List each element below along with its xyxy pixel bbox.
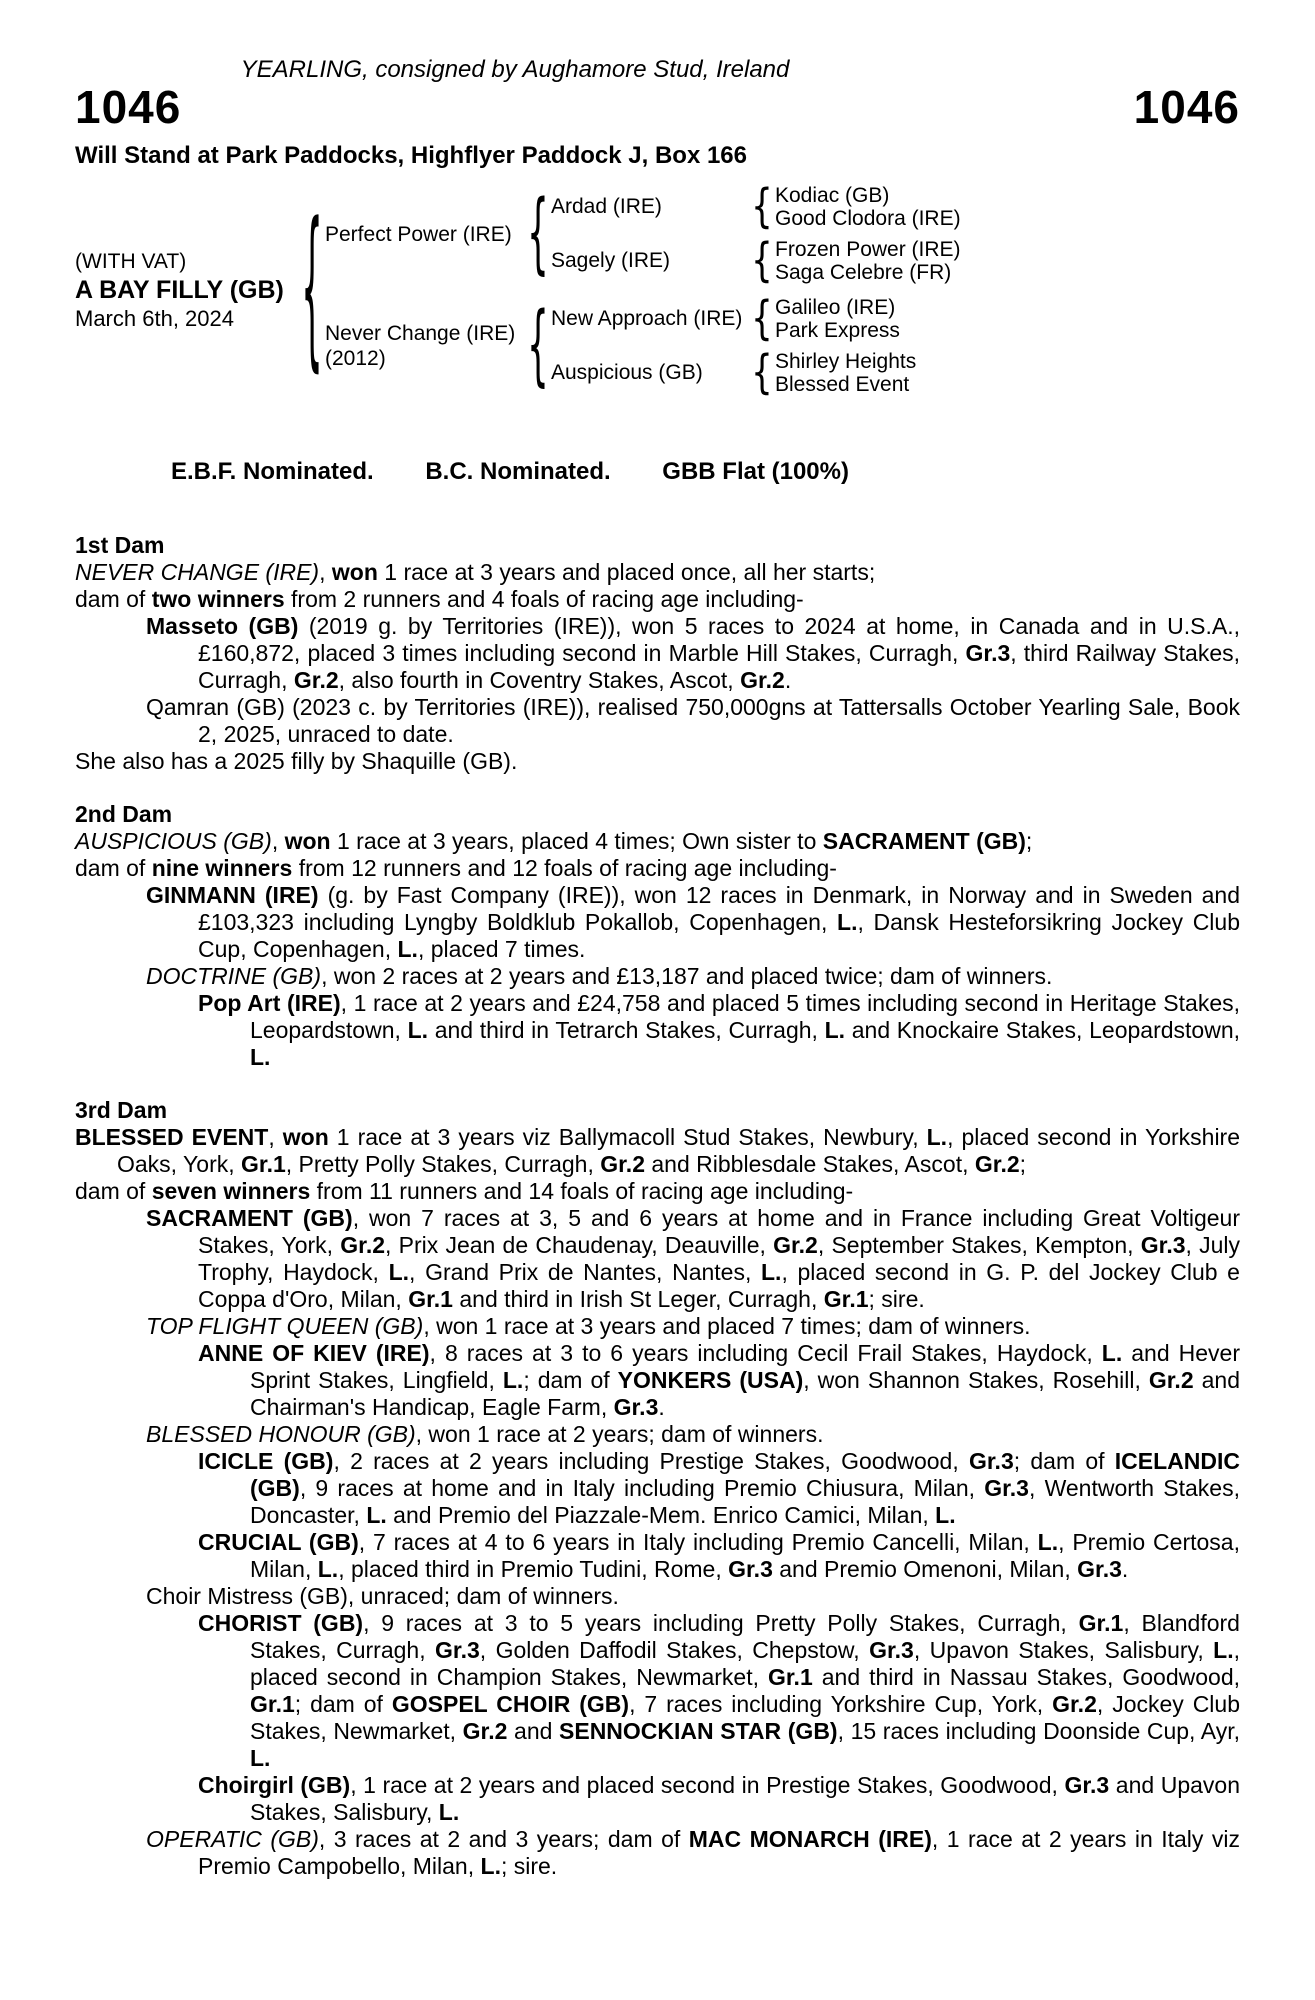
produce-paragraph: OPERATIC (GB), 3 races at 2 and 3 years; dam of MAC MONARCH (IRE), 1 race at 2 years in Italy viz Premio Campobello, Milan, L.; sire.	[146, 1826, 1240, 1879]
produce-paragraph: dam of two winners from 2 runners and 4 foals of racing age including-	[75, 586, 804, 612]
lot-number-row	[75, 81, 1240, 133]
produce-paragraph: DOCTRINE (GB), won 2 races at 2 years and £13,187 and placed twice; dam of winners.	[146, 963, 1053, 989]
sire-dam-dam: Saga Celebre (FR)	[775, 261, 952, 284]
consignment-line: YEARLING, consigned by Aughamore Stud, Ireland	[240, 56, 790, 83]
produce-paragraph: Masseto (GB) (2019 g. by Territories (IRE)), won 5 races to 2024 at home, in Canada and in U.S.A., £160,872, placed 3 times including second in Marble Hill Stakes, Curragh, Gr.3, third Railway Stakes, Curragh, Gr.2, also fourth in Coventry Stakes, Ascot, Gr.2.	[146, 613, 1240, 693]
dam-dam-branch	[551, 350, 916, 396]
gbb-nomination: GBB Flat (100%)	[662, 458, 849, 485]
stand-location: Will Stand at Park Paddocks, Highflyer Paddock J, Box 166	[75, 142, 747, 169]
produce-sections	[75, 532, 1240, 1880]
sire-dam-sire: Frozen Power (IRE)	[775, 238, 961, 261]
lot-number-right: 1046	[1133, 81, 1240, 133]
produce-paragraph: dam of nine winners from 12 runners and 12 foals of racing age including-	[75, 855, 837, 881]
dam-section-heading: 2nd Dam	[75, 801, 173, 827]
sire-sire-name: Ardad (IRE)	[551, 195, 662, 218]
lot-number-left: 1046	[75, 81, 182, 133]
produce-paragraph: GINMANN (IRE) (g. by Fast Company (IRE)), won 12 races in Denmark, in Norway and in Sweden and £103,323 including Lyngby Boldklub Pokallob, Copenhagen, L., Dansk Hesteforsikring Jockey Club Cup, Copenhagen, L., placed 7 times.	[146, 882, 1240, 962]
dam-sire-name: New Approach (IRE)	[551, 307, 743, 330]
dam-sire-dam: Park Express	[775, 319, 900, 342]
nominations-row	[171, 458, 849, 486]
dam-dam-name: Auspicious (GB)	[551, 361, 703, 384]
dam-dam-sire: Shirley Heights	[775, 350, 917, 373]
produce-paragraph: Pop Art (IRE), 1 race at 2 years and £24,758 and placed 5 times including second in Heritage Stakes, Leopardstown, L. and third in Tetrarch Stakes, Curragh, L. and Knockaire Stakes, Leopardstown, L.	[198, 990, 1241, 1070]
pedigree-brace-gen1	[299, 270, 325, 310]
subject-name: A BAY FILLY (GB)	[75, 275, 284, 304]
dam-section-heading: 3rd Dam	[75, 1097, 168, 1123]
dam-sire-sire: Galileo (IRE)	[775, 296, 896, 319]
produce-paragraph: Choirgirl (GB), 1 race at 2 years and placed second in Prestige Stakes, Goodwood, Gr.3 and Upavon Stakes, Salisbury, L.	[198, 1772, 1240, 1825]
sire-branch	[325, 184, 961, 284]
vat-note: (WITH VAT)	[75, 249, 187, 273]
sire-name: Perfect Power (IRE)	[325, 222, 512, 246]
produce-paragraph: CRUCIAL (GB), 7 races at 4 to 6 years in Italy including Premio Cancelli, Milan, L., Premio Certosa, Milan, L., placed third in Premio Tudini, Rome, Gr.3 and Premio Omenoni, Milan, Gr.3.	[198, 1529, 1240, 1582]
sire-dam-name: Sagely (IRE)	[551, 249, 671, 272]
produce-paragraph: NEVER CHANGE (IRE), won 1 race at 3 years and placed once, all her starts;	[75, 559, 876, 585]
produce-paragraph: BLESSED EVENT, won 1 race at 3 years viz Ballymacoll Stud Stakes, Newbury, L., placed second in Yorkshire Oaks, York, Gr.1, Pretty Polly Stakes, Curragh, Gr.2 and Ribblesdale Stakes, Ascot, Gr.2;	[75, 1124, 1241, 1177]
produce-paragraph: dam of seven winners from 11 runners and 14 foals of racing age including-	[75, 1178, 854, 1204]
produce-paragraph: ANNE OF KIEV (IRE), 8 races at 3 to 6 years including Cecil Frail Stakes, Haydock, L. and Hever Sprint Stakes, Lingfield, L.; dam of YONKERS (USA), won Shannon Stakes, Rosehill, Gr.2 and Chairman's Handicap, Eagle Farm, Gr.3.	[198, 1340, 1241, 1420]
produce-paragraph: BLESSED HONOUR (GB), won 1 race at 2 years; dam of winners.	[146, 1421, 824, 1447]
dam-section-heading: 1st Dam	[75, 532, 165, 558]
pedigree-brace-sire-sire	[749, 187, 775, 227]
ebf-nomination: E.B.F. Nominated.	[171, 458, 374, 485]
sire-dam-branch	[551, 238, 961, 284]
pedigree-brace-sire	[525, 214, 551, 254]
produce-paragraph: AUSPICIOUS (GB), won 1 race at 3 years, placed 4 times; Own sister to SACRAMENT (GB);	[75, 828, 1033, 854]
dam-name: Never Change (IRE)	[325, 322, 516, 345]
bc-nomination: B.C. Nominated.	[425, 458, 611, 485]
dam-sire-branch	[551, 296, 916, 342]
dam-dam-dam: Blessed Event	[775, 373, 910, 396]
pedigree-brace-dam-dam	[749, 353, 775, 393]
produce-paragraph: TOP FLIGHT QUEEN (GB), won 1 race at 3 years and placed 7 times; dam of winners.	[146, 1313, 1031, 1339]
produce-paragraph: She also has a 2025 filly by Shaquille (GB).	[75, 748, 518, 774]
pedigree-subject	[75, 249, 299, 332]
produce-paragraph: SACRAMENT (GB), won 7 races at 3, 5 and 6 years at home and in France including Great Voltigeur Stakes, York, Gr.2, Prix Jean de Chaudenay, Deauville, Gr.2, September Stakes, Kempton, Gr.3, July Trophy, Haydock, L., Grand Prix de Nantes, Nantes, L., placed second in G. P. del Jockey Club e Coppa d'Oro, Milan, Gr.1 and third in Irish St Leger, Curragh, Gr.1; sire.	[146, 1205, 1241, 1312]
pedigree-brace-dam	[525, 326, 551, 366]
pedigree-gen2-column	[325, 184, 961, 396]
produce-paragraph: CHORIST (GB), 9 races at 3 to 5 years including Pretty Polly Stakes, Curragh, Gr.1, Blandford Stakes, Curragh, Gr.3, Golden Daffodil Stakes, Chepstow, Gr.3, Upavon Stakes, Salisbury, L., placed second in Champion Stakes, Newmarket, Gr.1 and third in Nassau Stakes, Goodwood, Gr.1; dam of GOSPEL CHOIR (GB), 7 races including Yorkshire Cup, York, Gr.2, Jockey Club Stakes, Newmarket, Gr.2 and SENNOCKIAN STAR (GB), 15 races including Doonside Cup, Ayr, L.	[198, 1610, 1240, 1771]
dam-year: (2012)	[325, 347, 386, 370]
produce-paragraph: ICICLE (GB), 2 races at 2 years including Prestige Stakes, Goodwood, Gr.3; dam of ICELANDIC (GB), 9 races at home and in Italy including Premio Chiusura, Milan, Gr.3, Wentworth Stakes, Doncaster, L. and Premio del Piazzale-Mem. Enrico Camici, Milan, L.	[198, 1448, 1241, 1528]
dam-branch	[325, 296, 961, 396]
pedigree-brace-sire-dam	[749, 241, 775, 281]
sire-sire-sire: Kodiac (GB)	[775, 184, 890, 207]
produce-paragraph: Qamran (GB) (2023 c. by Territories (IRE)), realised 750,000gns at Tattersalls October Yearling Sale, Book 2, 2025, unraced to date.	[146, 694, 1240, 747]
sire-sire-branch	[551, 184, 961, 230]
produce-paragraph: Choir Mistress (GB), unraced; dam of winners.	[146, 1583, 619, 1609]
sire-sire-dam: Good Clodora (IRE)	[775, 207, 961, 230]
subject-foal-date: March 6th, 2024	[75, 305, 234, 331]
pedigree-brace-dam-sire	[749, 299, 775, 339]
pedigree-table	[75, 184, 1240, 396]
